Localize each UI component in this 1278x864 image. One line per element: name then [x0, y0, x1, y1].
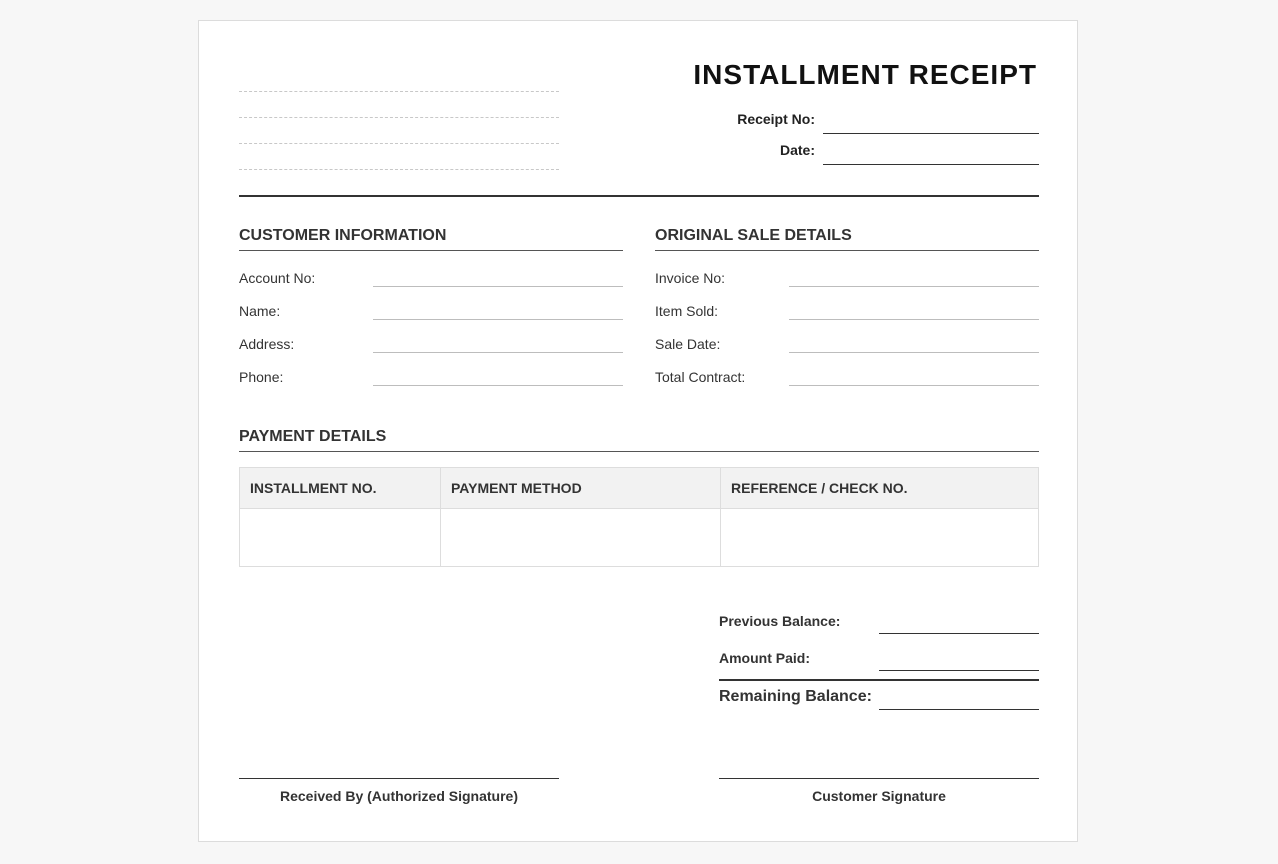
customer-section-rule — [239, 250, 623, 251]
table-row — [240, 509, 1039, 567]
date-label: Date: — [779, 142, 815, 158]
account-no-label: Account No: — [239, 270, 316, 286]
payment-section-rule — [239, 451, 1039, 452]
remaining-balance-label: Remaining Balance: — [719, 688, 872, 705]
total-contract-label: Total Contract: — [655, 369, 746, 385]
account-no-field[interactable] — [373, 286, 623, 287]
amount-paid-label: Amount Paid: — [719, 650, 810, 666]
address-label: Address: — [239, 336, 295, 352]
item-sold-field[interactable] — [789, 319, 1039, 320]
reference-check-cell[interactable] — [721, 509, 1039, 567]
total-contract-field[interactable] — [789, 385, 1039, 386]
invoice-no-label: Invoice No: — [655, 270, 726, 286]
balance-divider — [719, 679, 1039, 681]
previous-balance-label: Previous Balance: — [719, 613, 841, 629]
customer-signature-label: Customer Signature — [812, 788, 946, 804]
company-line-2[interactable] — [239, 117, 559, 118]
sale-section-title: ORIGINAL SALE DETAILS — [655, 227, 852, 244]
payment-method-header: PAYMENT METHOD — [441, 468, 721, 509]
customer-section-title: CUSTOMER INFORMATION — [239, 227, 447, 244]
table-header-row — [240, 468, 1039, 509]
phone-label: Phone: — [239, 369, 284, 385]
received-by-signature-line[interactable] — [239, 778, 559, 779]
received-by-label: Received By (Authorized Signature) — [279, 788, 519, 804]
payment-method-cell[interactable] — [441, 509, 721, 567]
company-line-1[interactable] — [239, 91, 559, 92]
previous-balance-field[interactable] — [879, 633, 1039, 634]
receipt-page — [198, 20, 1078, 842]
phone-field[interactable] — [373, 385, 623, 386]
sale-date-label: Sale Date: — [655, 336, 721, 352]
remaining-balance-field[interactable] — [879, 709, 1039, 710]
receipt-no-label: Receipt No: — [737, 111, 815, 127]
receipt-title: INSTALLMENT RECEIPT — [693, 59, 1037, 90]
address-field[interactable] — [373, 352, 623, 353]
amount-paid-field[interactable] — [879, 670, 1039, 671]
installment-no-cell[interactable] — [240, 509, 441, 567]
reference-check-header: REFERENCE / CHECK NO. — [721, 468, 1039, 509]
date-field[interactable] — [823, 164, 1039, 165]
sale-section-rule — [655, 250, 1039, 251]
payment-table — [239, 467, 1039, 567]
item-sold-label: Item Sold: — [655, 303, 719, 319]
receipt-no-field[interactable] — [823, 133, 1039, 134]
company-line-3[interactable] — [239, 143, 559, 144]
sale-date-field[interactable] — [789, 352, 1039, 353]
invoice-no-field[interactable] — [789, 286, 1039, 287]
payment-section-title: PAYMENT DETAILS — [239, 428, 387, 445]
company-line-4[interactable] — [239, 169, 559, 170]
installment-no-header: INSTALLMENT NO. — [240, 468, 441, 509]
header-divider — [239, 195, 1039, 197]
name-label: Name: — [239, 303, 281, 319]
name-field[interactable] — [373, 319, 623, 320]
customer-signature-line[interactable] — [719, 778, 1039, 779]
